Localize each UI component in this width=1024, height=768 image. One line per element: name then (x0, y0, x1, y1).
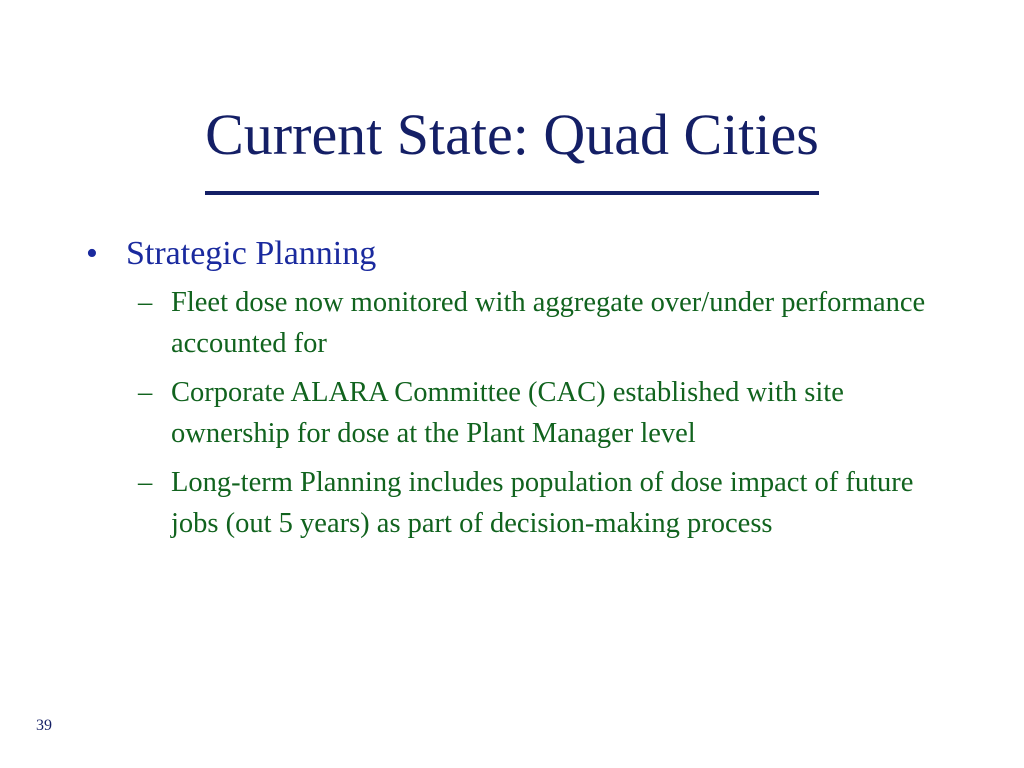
bullet-text: Strategic Planning (126, 235, 377, 272)
sub-bullet-item (86, 462, 941, 544)
bullet-icon: • (86, 235, 98, 272)
dash-icon: – (138, 287, 153, 318)
title-underline (205, 191, 819, 195)
sub-bullet-list (86, 282, 966, 544)
bullet-item (86, 232, 966, 276)
slide-title: Current State: Quad Cities (205, 102, 819, 167)
dash-icon: – (138, 377, 153, 408)
dash-icon: – (138, 467, 153, 498)
sub-bullet-item (86, 372, 941, 454)
page-number: 39 (36, 717, 52, 734)
sub-bullet-item (86, 282, 941, 364)
sub-bullet-text: Fleet dose now monitored with aggregate over/under performance accounted for (171, 287, 926, 359)
sub-bullet-text: Long-term Planning includes population of dose impact of future jobs (out 5 years) as part of decision-making process (171, 467, 914, 539)
slide-body (86, 232, 966, 552)
sub-bullet-text: Corporate ALARA Committee (CAC) established with site ownership for dose at the Plant Manager level (171, 377, 844, 449)
